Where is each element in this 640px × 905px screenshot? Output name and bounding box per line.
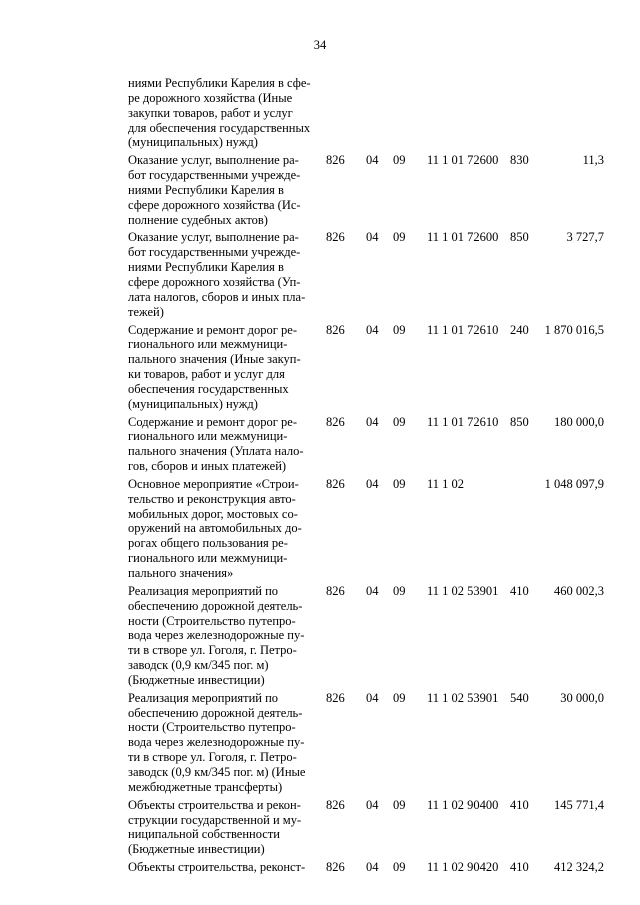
description-line: Оказание услуг, выполнение ра- bbox=[128, 230, 299, 245]
description-line: оружений на автомобильных до- bbox=[128, 521, 302, 536]
section-cell: 04 bbox=[366, 322, 379, 337]
row-description bbox=[128, 584, 316, 688]
row-description bbox=[128, 76, 316, 150]
description-line: ки товаров, работ и услуг для bbox=[128, 367, 285, 382]
expense-type-cell: 240 bbox=[510, 322, 529, 337]
description-line: вода через железнодорожные пу- bbox=[128, 628, 305, 643]
description-line: Содержание и ремонт дорог ре- bbox=[128, 414, 297, 429]
subsection-cell: 09 bbox=[393, 583, 406, 598]
section-cell: 04 bbox=[366, 860, 379, 875]
expense-type-cell: 410 bbox=[510, 860, 529, 875]
table-row bbox=[0, 860, 640, 875]
expense-type-cell: 850 bbox=[510, 230, 529, 245]
description-line: рогах общего пользования ре- bbox=[128, 536, 288, 551]
table-row bbox=[0, 798, 640, 857]
description-line: ре дорожного хозяйства (Иные bbox=[128, 90, 293, 105]
row-description bbox=[128, 691, 316, 795]
description-line: тельство и реконструкция авто- bbox=[128, 491, 296, 506]
table-row bbox=[0, 477, 640, 581]
description-line: сфере дорожного хозяйства (Уп- bbox=[128, 274, 301, 289]
table-row bbox=[0, 691, 640, 795]
description-line: ности (Строительство путепро- bbox=[128, 720, 296, 735]
ministry-code-cell: 826 bbox=[326, 153, 345, 168]
section-cell: 04 bbox=[366, 414, 379, 429]
description-line: ти в створе ул. Гоголя, г. Петро- bbox=[128, 750, 297, 765]
description-line: для обеспечения государственных bbox=[128, 120, 311, 135]
amount-cell: 3 727,7 bbox=[566, 230, 604, 245]
target-article-cell: 11 1 02 bbox=[427, 476, 465, 491]
description-line: лата налогов, сборов и иных пла- bbox=[128, 289, 306, 304]
description-line: струкции государственной и му- bbox=[128, 812, 302, 827]
expense-type-cell: 410 bbox=[510, 797, 529, 812]
description-line: Объекты строительства, реконст- bbox=[128, 860, 306, 875]
description-line: гов, сборов и иных платежей) bbox=[128, 459, 287, 474]
amount-cell: 11,3 bbox=[582, 153, 604, 168]
description-line: закупки товаров, работ и услуг bbox=[128, 105, 293, 120]
amount-cell: 1 870 016,5 bbox=[544, 322, 604, 337]
target-article-cell: 11 1 02 90400 bbox=[427, 797, 499, 812]
subsection-cell: 09 bbox=[393, 860, 406, 875]
subsection-cell: 09 bbox=[393, 322, 406, 337]
ministry-code-cell: 826 bbox=[326, 860, 345, 875]
description-line: (Бюджетные инвестиции) bbox=[128, 842, 265, 857]
section-cell: 04 bbox=[366, 476, 379, 491]
description-line: Реализация мероприятий по bbox=[128, 690, 279, 705]
table-row bbox=[0, 230, 640, 319]
amount-cell: 30 000,0 bbox=[560, 690, 604, 705]
description-line: Основное мероприятие «Строи- bbox=[128, 476, 299, 491]
table-row bbox=[0, 153, 640, 227]
description-line: (Бюджетные инвестиции) bbox=[128, 672, 265, 687]
row-description bbox=[128, 230, 316, 319]
target-article-cell: 11 1 02 90420 bbox=[427, 860, 499, 875]
description-line: заводск (0,9 км/345 пог. м) bbox=[128, 658, 269, 673]
description-line: Содержание и ремонт дорог ре- bbox=[128, 322, 297, 337]
table-row bbox=[0, 76, 640, 150]
description-line: тежей) bbox=[128, 304, 164, 319]
table-row bbox=[0, 584, 640, 688]
expense-type-cell: 410 bbox=[510, 583, 529, 598]
target-article-cell: 11 1 01 72600 bbox=[427, 230, 499, 245]
description-line: гионального или межмуници- bbox=[128, 551, 288, 566]
ministry-code-cell: 826 bbox=[326, 797, 345, 812]
description-line: Реализация мероприятий по bbox=[128, 583, 279, 598]
table-row bbox=[0, 415, 640, 474]
ministry-code-cell: 826 bbox=[326, 322, 345, 337]
description-line: пального значения» bbox=[128, 566, 234, 580]
description-line: Объекты строительства и рекон- bbox=[128, 797, 301, 812]
description-line: ти в створе ул. Гоголя, г. Петро- bbox=[128, 643, 297, 658]
description-line: ниями Республики Карелия в bbox=[128, 182, 284, 197]
description-line: (муниципальных) нужд) bbox=[128, 135, 258, 150]
subsection-cell: 09 bbox=[393, 153, 406, 168]
ministry-code-cell: 826 bbox=[326, 230, 345, 245]
table-row bbox=[0, 323, 640, 412]
section-cell: 04 bbox=[366, 230, 379, 245]
amount-cell: 145 771,4 bbox=[554, 797, 604, 812]
row-description bbox=[128, 798, 316, 857]
description-line: ности (Строительство путепро- bbox=[128, 613, 296, 628]
subsection-cell: 09 bbox=[393, 230, 406, 245]
description-line: ниципальной собственности bbox=[128, 827, 280, 842]
amount-cell: 1 048 097,9 bbox=[544, 476, 604, 491]
description-line: ниями Республики Карелия в сфе- bbox=[128, 76, 311, 90]
description-line: обеспечения государственных bbox=[128, 381, 289, 396]
expense-type-cell: 850 bbox=[510, 414, 529, 429]
target-article-cell: 11 1 01 72610 bbox=[427, 322, 499, 337]
description-line: пального значения (Уплата нало- bbox=[128, 444, 304, 459]
section-cell: 04 bbox=[366, 797, 379, 812]
description-line: бот государственными учрежде- bbox=[128, 245, 301, 260]
amount-cell: 412 324,2 bbox=[554, 860, 604, 875]
description-line: Оказание услуг, выполнение ра- bbox=[128, 153, 299, 168]
description-line: мобильных дорог, мостовых со- bbox=[128, 506, 298, 521]
description-line: заводск (0,9 км/345 пог. м) (Иные bbox=[128, 764, 306, 779]
description-line: (муниципальных) нужд) bbox=[128, 396, 258, 411]
description-line: вода через железнодорожные пу- bbox=[128, 735, 305, 750]
target-article-cell: 11 1 01 72600 bbox=[427, 153, 499, 168]
subsection-cell: 09 bbox=[393, 414, 406, 429]
budget-table bbox=[0, 76, 640, 878]
row-description bbox=[128, 860, 316, 875]
expense-type-cell: 540 bbox=[510, 690, 529, 705]
description-line: пального значения (Иные закуп- bbox=[128, 352, 301, 367]
description-line: ниями Республики Карелия в bbox=[128, 260, 284, 275]
description-line: сфере дорожного хозяйства (Ис- bbox=[128, 197, 301, 212]
page-number: 34 bbox=[313, 38, 327, 52]
subsection-cell: 09 bbox=[393, 476, 406, 491]
description-line: обеспечению дорожной деятель- bbox=[128, 598, 303, 613]
amount-cell: 460 002,3 bbox=[554, 583, 604, 598]
ministry-code-cell: 826 bbox=[326, 414, 345, 429]
subsection-cell: 09 bbox=[393, 690, 406, 705]
description-line: бот государственными учрежде- bbox=[128, 168, 301, 183]
row-description bbox=[128, 415, 316, 474]
subsection-cell: 09 bbox=[393, 797, 406, 812]
amount-cell: 180 000,0 bbox=[554, 414, 604, 429]
ministry-code-cell: 826 bbox=[326, 583, 345, 598]
section-cell: 04 bbox=[366, 583, 379, 598]
description-line: гионального или межмуници- bbox=[128, 429, 288, 444]
target-article-cell: 11 1 01 72610 bbox=[427, 414, 499, 429]
section-cell: 04 bbox=[366, 153, 379, 168]
target-article-cell: 11 1 02 53901 bbox=[427, 583, 499, 598]
ministry-code-cell: 826 bbox=[326, 476, 345, 491]
row-description bbox=[128, 477, 316, 581]
description-line: полнение судебных актов) bbox=[128, 212, 268, 227]
section-cell: 04 bbox=[366, 690, 379, 705]
description-line: гионального или межмуници- bbox=[128, 337, 288, 352]
expense-type-cell: 830 bbox=[510, 153, 529, 168]
row-description bbox=[128, 153, 316, 227]
description-line: межбюджетные трансферты) bbox=[128, 779, 283, 794]
row-description bbox=[128, 323, 316, 412]
ministry-code-cell: 826 bbox=[326, 690, 345, 705]
description-line: обеспечению дорожной деятель- bbox=[128, 705, 303, 720]
target-article-cell: 11 1 02 53901 bbox=[427, 690, 499, 705]
